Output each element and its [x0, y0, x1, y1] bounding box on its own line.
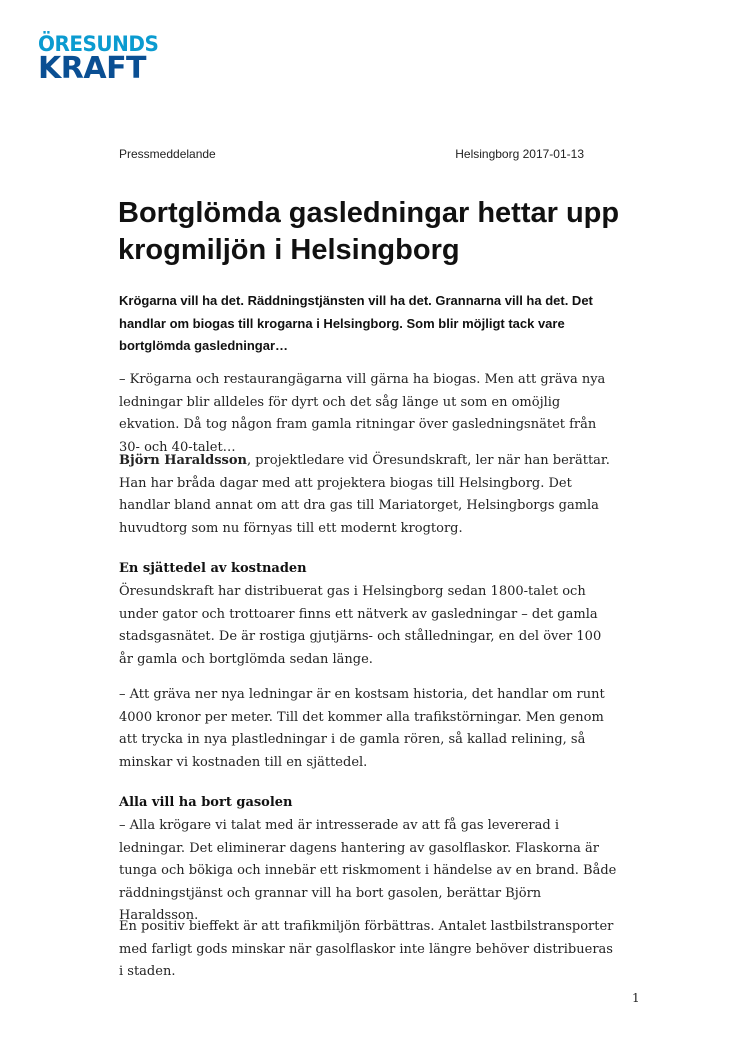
paragraph-2 — [119, 450, 619, 540]
oresundskraft-logo — [38, 34, 165, 84]
document-type: Pressmeddelande — [119, 147, 216, 161]
logo-line-1: ÖRESUNDS — [38, 32, 159, 56]
paragraph-6: En positiv bieffekt är att trafikmiljön förbättras. Antalet lastbilstransporter med farligt gods minskar när gasolflaskor inte längre behöver distribueras i staden. — [119, 919, 614, 979]
paragraph-3: Öresundskraft har distribuerat gas i Helsingborg sedan 1800-talet och under gator och trottoarer finns ett nätverk av gasledningar – det gamla stadsgasnätet. De är rostiga gjutjärns- och stålledningar, en del över 100 år gamla och bortglömda sedan länge. — [119, 584, 602, 667]
document-meta — [119, 147, 584, 161]
paragraph-4: – Att gräva ner nya ledningar är en kostsam historia, det handlar om runt 4000 kronor per meter. Till det kommer alla trafikstörningar. Men genom att trycka in nya plastledningar i de gamla rören, så kallad relining, så minskar vi kostnaden till en sjättedel. — [119, 687, 605, 770]
logo-line-2: KRAFT — [38, 51, 147, 86]
page-title: Bortglömda gasledningar hettar upp krogmiljön i Helsingborg — [118, 197, 620, 266]
paragraph-1: – Krögarna och restaurangägarna vill gärna ha biogas. Men att gräva nya ledningar blir alldeles för dyrt och det såg länge ut som en omöjlig ekvation. Då tog någon fram gamla ritningar över gasledningsnätet från 30- och 40-talet… — [119, 372, 606, 455]
paragraph-5: – Alla krögare vi talat med är intresserade av att få gas levererad i ledningar. Det eliminerar dagens hantering av gasolflaskor. Flaskorna är tunga och bökiga och innebär ett riskmoment i händelse av en brand. Både räddningstjänst och grannar vill ha bort gasolen, berättar Björn Haraldsson. — [119, 818, 617, 923]
paragraph-2-text: , projektledare vid Öresundskraft, ler när han berättar. Han har bråda dagar med att projektera biogas till Helsingborg. Det handlar bland annat om att dra gas till Mariatorget, Helsingborgs gamla huvudtorg som nu förnyas till ett modernt krogtorg. — [119, 453, 610, 536]
subheading-1: En sjättedel av kostnaden — [119, 561, 307, 576]
place-date: Helsingborg 2017-01-13 — [455, 147, 584, 161]
page-number: 1 — [632, 991, 640, 1005]
person-name: Björn Haraldsson — [119, 453, 247, 468]
subheading-2: Alla vill ha bort gasolen — [119, 795, 293, 810]
lead-paragraph: Krögarna vill ha det. Räddningstjänsten vill ha det. Grannarna vill ha det. Det handlar om biogas till krogarna i Helsingborg. Som blir möjligt tack vare bortglömda gasledningar… — [119, 293, 593, 353]
